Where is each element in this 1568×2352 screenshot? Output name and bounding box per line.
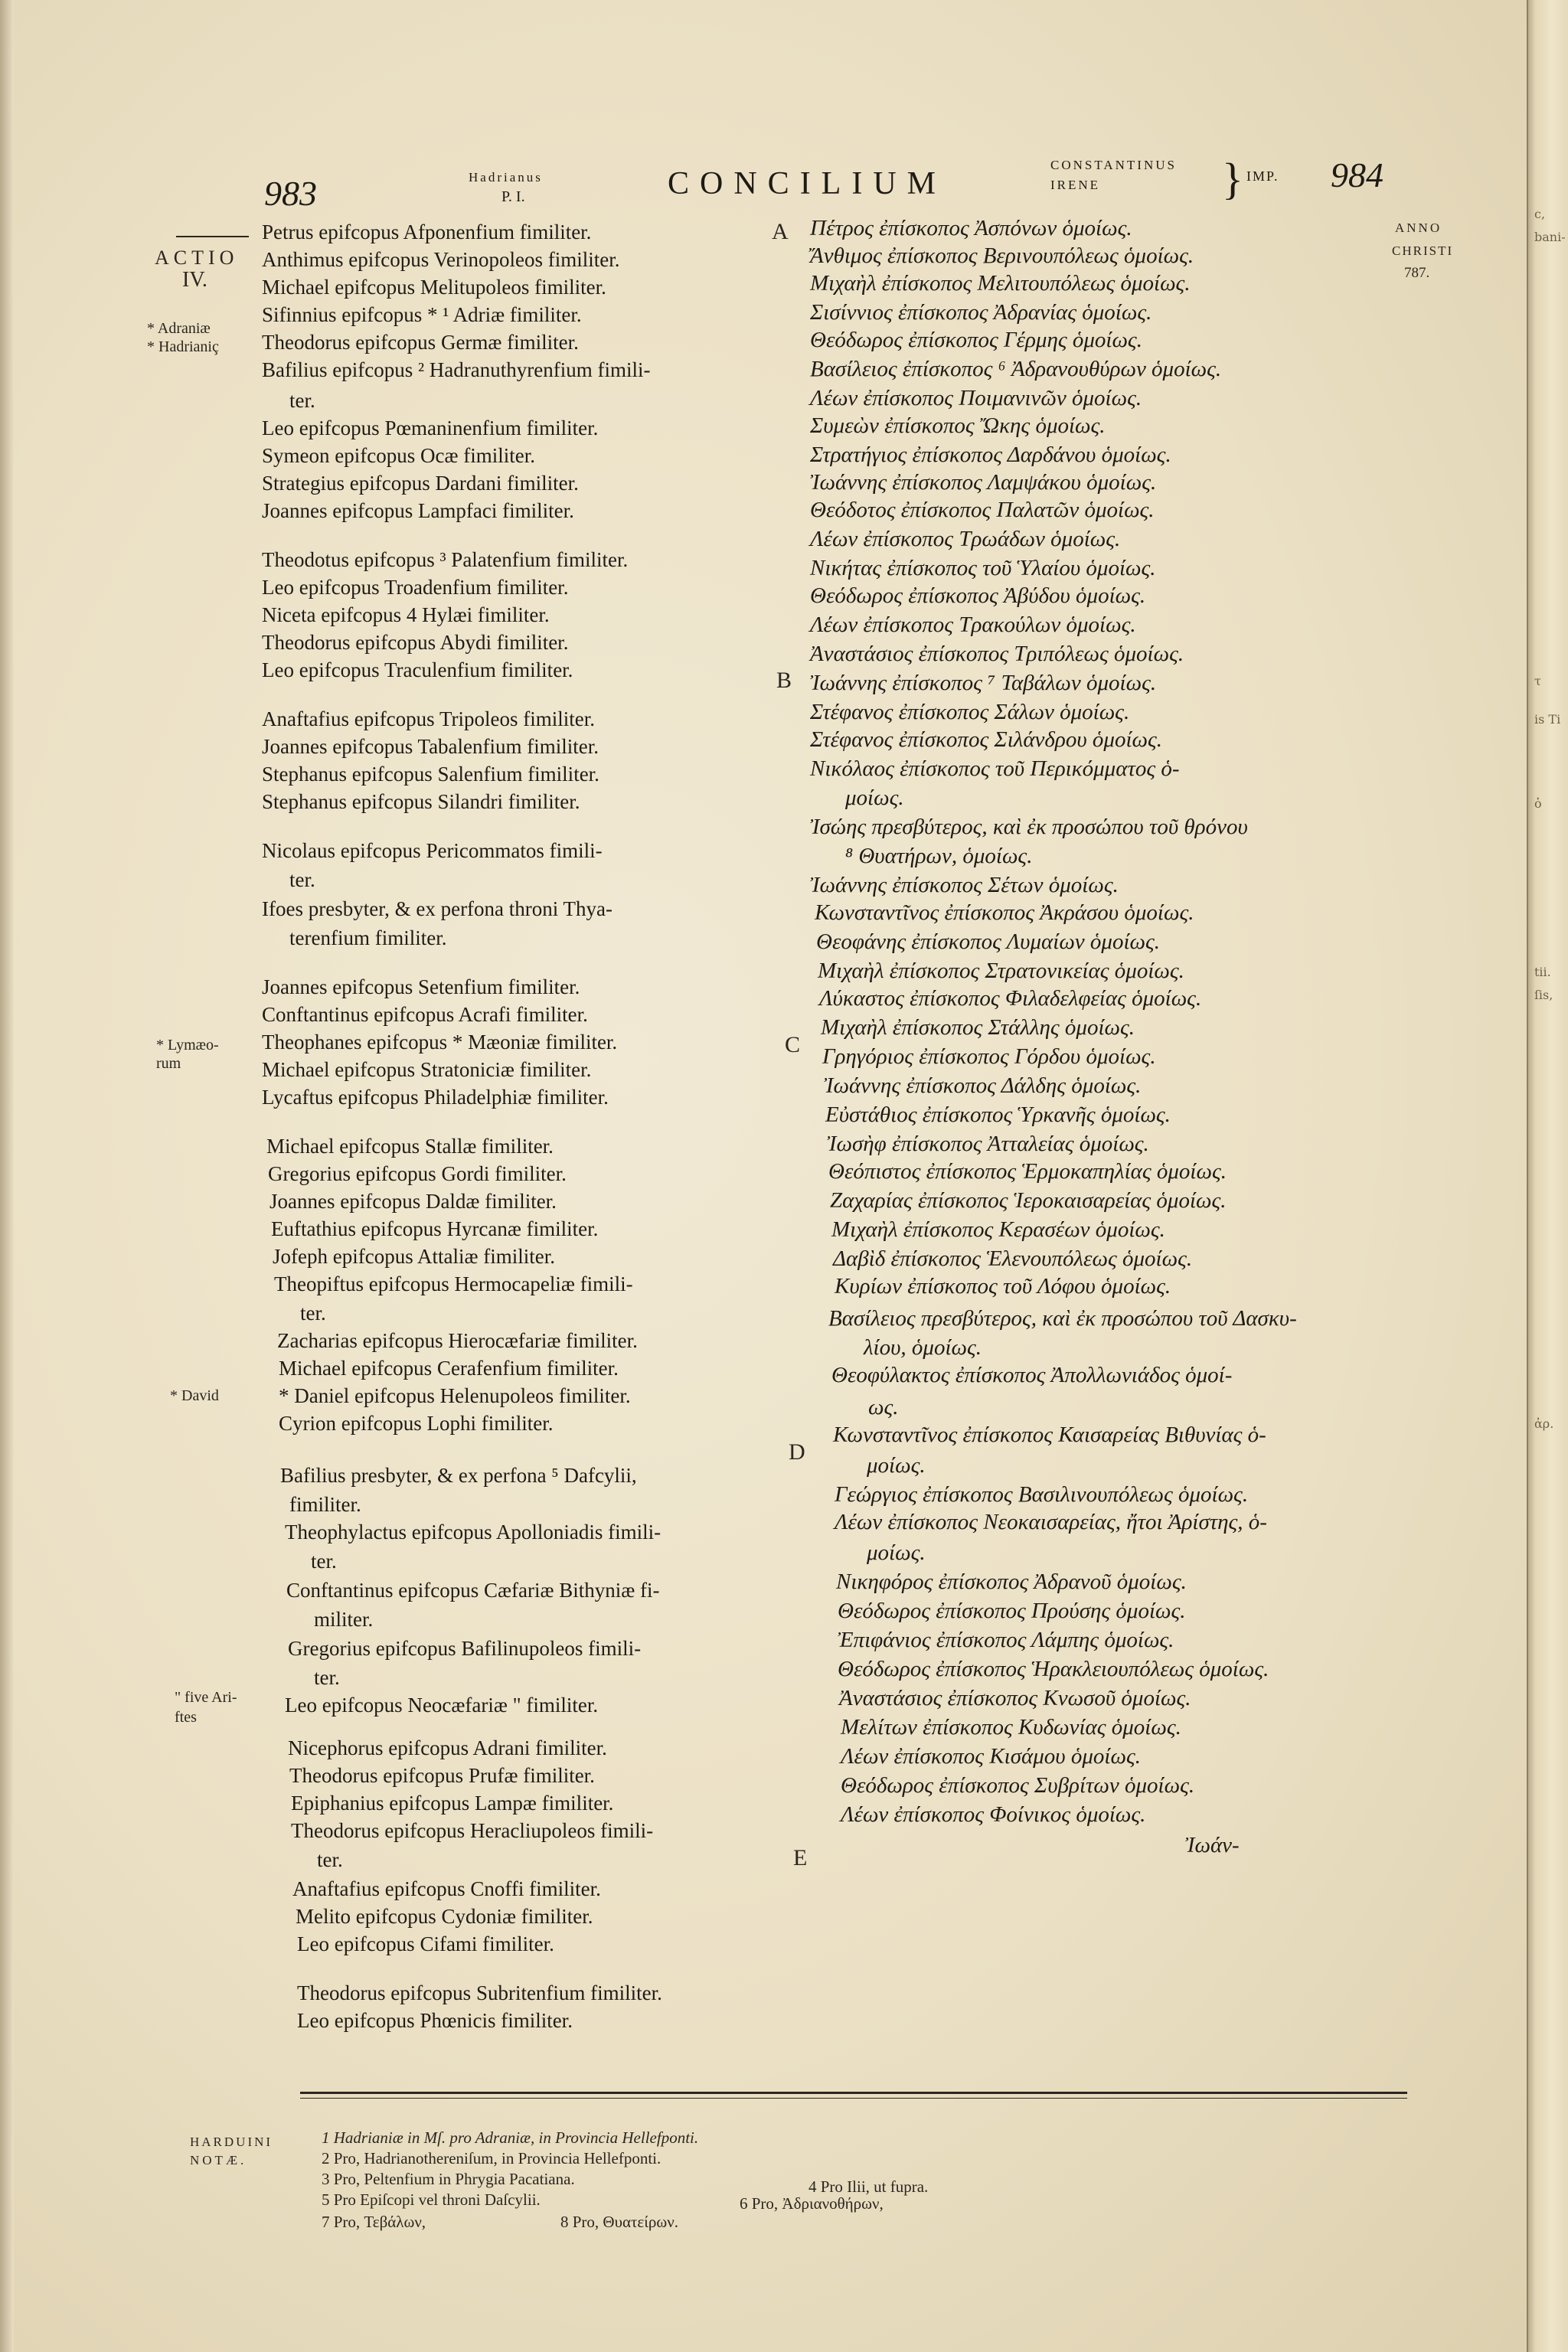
margin-christi: CHRISTI [1392, 243, 1454, 258]
latin-line: Bafilius epifcopus ² Hadranuthyrenfium fimili- [262, 358, 651, 381]
margin-note-stes: ftes [175, 1709, 197, 1726]
page-number-left: 983 [264, 174, 317, 213]
margin-note-adraniae: * Adraniæ [147, 320, 211, 337]
latin-line: Gregorius epifcopus Bafilinupoleos fimili- [288, 1637, 642, 1660]
latin-line: Leo epifcopus Pœmaninenfium fimiliter. [262, 416, 599, 439]
latin-line: Anthimus epifcopus Verinopoleos fimiliter. [262, 248, 620, 271]
bleed-text: τ [1534, 674, 1541, 688]
greek-line: Ἄνθιμος ἐπίσκοπος Βερινουπόλεως ὁμοίως. [810, 243, 1194, 268]
greek-line: Θεόδωρος ἐπίσκοπος Συβρίτων ὁμοίως. [841, 1773, 1195, 1798]
section-letter-d: D [789, 1439, 805, 1465]
footnote: 5 Pro Epiſcopi vel throni Daſcylii. [322, 2190, 541, 2209]
greek-line: Ἐπιφάνιος ἐπίσκοπος Λάμπης ὁμοίως. [838, 1628, 1174, 1652]
latin-line: Anaftafius epifcopus Cnoffi fimiliter. [292, 1877, 601, 1900]
greek-line: Γεώργιος ἐπίσκοπος Βασιλινουπόλεως ὁμοίως. [835, 1482, 1249, 1507]
latin-line: Joannes epifcopus Daldæ fimiliter. [270, 1190, 557, 1213]
latin-line: Euftathius epifcopus Hyrcanæ fimiliter. [271, 1217, 599, 1240]
latin-line: militer. [314, 1608, 374, 1631]
greek-line: λίου, ὁμοίως. [864, 1335, 982, 1360]
greek-line: Λύκαστος ἐπίσκοπος Φιλαδελφείας ὁμοίως. [819, 986, 1202, 1011]
latin-line: ter. [289, 389, 315, 412]
greek-line: Στέφανος ἐπίσκοπος Σιλάνδρου ὁμοίως. [810, 727, 1162, 752]
margin-actio: ACTIO [155, 247, 239, 269]
latin-line: Joannes epifcopus Lampfaci fimiliter. [262, 499, 574, 522]
greek-line: Νικόλαος ἐπίσκοπος τοῦ Περικόμματος ὁ- [810, 756, 1180, 781]
latin-line: Conftantinus epifcopus Cæfariæ Bithyniæ fi- [286, 1579, 660, 1602]
greek-line: Γρηγόριος ἐπίσκοπος Γόρδου ὁμοίως. [822, 1044, 1156, 1069]
greek-line: Σισίννιος ἐπίσκοπος Ἀδρανίας ὁμοίως. [810, 300, 1152, 325]
footnote: 6 Pro, Ἀδριανοθήρων, [740, 2194, 884, 2213]
greek-line: Ζαχαρίας ἐπίσκοπος Ἱεροκαισαρείας ὁμοίως. [830, 1188, 1227, 1213]
latin-line: fimiliter. [289, 1493, 361, 1516]
latin-line: Bafilius presbyter, & ex perfona ⁵ Dafcylii, [280, 1464, 637, 1487]
greek-line: Νικηφόρος ἐπίσκοπος Ἀδρανοῦ ὁμοίως. [836, 1570, 1187, 1594]
greek-line: Λέων ἐπίσκοπος Κισάμου ὁμοίως. [841, 1744, 1141, 1769]
latin-line: Theodotus epifcopus ³ Palatenfium fimiliter. [262, 548, 629, 571]
greek-line: μοίως. [845, 786, 904, 810]
greek-line: Θεόδοτος ἐπίσκοπος Παλατῶν ὁμοίως. [810, 498, 1155, 522]
notes-label-2: NOTÆ. [190, 2153, 247, 2167]
margin-note-david: * David [170, 1387, 219, 1404]
margin-rule [176, 236, 249, 237]
latin-line: Lycaftus epifcopus Philadelphiæ fimiliter. [262, 1086, 609, 1109]
footnote: 2 Pro, Hadrianothereniſum, in Provincia Hellefponti. [322, 2149, 662, 2167]
footnote: 1 Hadrianiæ in Mſ. pro Adraniæ, in Provincia Hellefponti. [322, 2128, 699, 2147]
header-irene: IRENE [1050, 178, 1101, 192]
page-number-right: 984 [1331, 155, 1383, 194]
greek-line: Θεοφάνης ἐπίσκοπος Λυμαίων ὁμοίως. [816, 929, 1161, 954]
latin-line: Leo epifcopus Phœnicis fimiliter. [297, 2009, 573, 2032]
next-page-edge [1527, 0, 1568, 2352]
latin-line: Theophylactus epifcopus Apolloniadis fimili- [285, 1521, 662, 1544]
latin-line: Michael epifcopus Stallæ fimiliter. [266, 1135, 554, 1158]
greek-line: Κωνσταντῖνος ἐπίσκοπος Ἀκράσου ὁμοίως. [815, 900, 1194, 925]
bleed-text: c, [1534, 207, 1546, 221]
greek-line: Μιχαὴλ ἐπίσκοπος Στρατονικείας ὁμοίως. [818, 959, 1184, 983]
footnote: 8 Pro, Θυατείρων. [560, 2213, 678, 2231]
latin-line: Nicolaus epifcopus Pericommatos fimili- [262, 839, 603, 862]
latin-line: Theophanes epifcopus * Mæoniæ fimiliter. [262, 1031, 618, 1054]
latin-line: Joannes epifcopus Setenfium fimiliter. [262, 975, 580, 998]
greek-line: Λέων ἐπίσκοπος Τρωάδων ὁμοίως. [810, 527, 1121, 551]
latin-line: Theodorus epifcopus Heracliupoleos fimili- [291, 1819, 654, 1842]
footnote: 7 Pro, Τεβάλων, [322, 2213, 426, 2231]
latin-line: Theodorus epifcopus Prufæ fimiliter. [289, 1764, 595, 1787]
latin-line: Stephanus epifcopus Salenfium fimiliter. [262, 763, 599, 786]
latin-line: Leo epifcopus Neocæfariæ " fimiliter. [285, 1694, 599, 1717]
greek-line: Εὐστάθιος ἐπίσκοπος Ὑρκανῆς ὁμοίως. [825, 1102, 1171, 1127]
latin-line: Theodorus epifcopus Germæ fimiliter. [262, 331, 579, 354]
footnote: 3 Pro, Peltenfium in Phrygia Pacatiana. [322, 2170, 575, 2188]
latin-line: Petrus epifcopus Afponenfium fimiliter. [262, 220, 592, 243]
greek-line: Ἀναστάσιος ἐπίσκοπος Τριπόλεως ὁμοίως. [810, 642, 1184, 666]
greek-line: Ἀναστάσιος ἐπίσκοπος Κνωσοῦ ὁμοίως. [839, 1686, 1191, 1710]
latin-line: Gregorius epifcopus Gordi fimiliter. [268, 1162, 567, 1185]
latin-line: Theodorus epifcopus Subritenfium fimiliter. [297, 1981, 662, 2004]
greek-line: Μιχαὴλ ἐπίσκοπος Κερασέων ὁμοίως. [831, 1217, 1165, 1242]
header-constantinus: CONSTANTINUS [1050, 158, 1177, 172]
latin-line: Michael epifcopus Cerafenfium fimiliter. [279, 1357, 619, 1380]
greek-line: ως. [868, 1395, 899, 1419]
bleed-text: bani- [1534, 230, 1566, 244]
greek-line: Λέων ἐπίσκοπος Νεοκαισαρείας, ἤτοι Ἀρίστης, ὁ- [835, 1510, 1267, 1534]
latin-line: ter. [311, 1550, 337, 1573]
greek-line: Συμεὼν ἐπίσκοπος Ὤκης ὁμοίως. [810, 413, 1106, 438]
section-letter-c: C [785, 1032, 801, 1057]
section-letter-b: B [776, 668, 792, 693]
greek-line: Κυρίων ἐπίσκοπος τοῦ Λόφου ὁμοίως. [835, 1274, 1171, 1298]
greek-line: Στρατήγιος ἐπίσκοπος Δαρδάνου ὁμοίως. [810, 443, 1171, 467]
greek-line: Δαβὶδ ἐπίσκοπος Ἑλενουπόλεως ὁμοίως. [833, 1246, 1193, 1271]
greek-line: Ἰωάννης ἐπίσκοπος Δάλδης ὁμοίως. [824, 1073, 1142, 1098]
latin-line: Leo epifcopus Traculenfium fimiliter. [262, 658, 573, 681]
latin-line: ter. [289, 868, 315, 891]
latin-line: Zacharias epifcopus Hierocæfariæ fimiliter. [277, 1329, 638, 1352]
section-letter-e: E [793, 1845, 808, 1870]
latin-line: Jofeph epifcopus Attaliæ fimiliter. [273, 1245, 555, 1268]
greek-line: Μιχαὴλ ἐπίσκοπος Μελιτουπόλεως ὁμοίως. [810, 271, 1191, 296]
footnote: 4 Pro Ilii, ut fupra. [808, 2177, 929, 2196]
bleed-text: tii. [1534, 965, 1551, 979]
greek-line: Βασίλειος πρεσβύτερος, καὶ ἐκ προσώπου τοῦ Δασκυ- [828, 1306, 1297, 1331]
greek-line: Πέτρος ἐπίσκοπος Ἀσπόνων ὁμοίως. [810, 216, 1132, 240]
latin-line: Epiphanius epifcopus Lampæ fimiliter. [291, 1792, 614, 1815]
latin-line: Michael epifcopus Melitupoleos fimiliter. [262, 276, 606, 299]
greek-line: Στέφανος ἐπίσκοπος Σάλων ὁμοίως. [810, 700, 1130, 724]
margin-note-rum: rum [156, 1055, 181, 1072]
latin-line: Stephanus epifcopus Silandri fimiliter. [262, 790, 580, 813]
latin-line: Melito epifcopus Cydoniæ fimiliter. [296, 1905, 593, 1928]
latin-line: ter. [317, 1848, 343, 1871]
greek-line: Νικήτας ἐπίσκοπος τοῦ Ὑλαίου ὁμοίως. [810, 556, 1156, 580]
margin-year: 787. [1404, 265, 1430, 281]
greek-line: Κωνσταντῖνος ἐπίσκοπος Καισαρείας Βιθυνίας ὁ- [833, 1423, 1266, 1447]
header-imp: IMP. [1246, 168, 1279, 184]
latin-line: * Daniel epifcopus Helenupoleos fimiliter. [279, 1384, 631, 1407]
bleed-text: is Ti [1534, 712, 1561, 727]
latin-line: Leo epifcopus Troadenfium fimiliter. [262, 576, 569, 599]
greek-line: Ἰωάννης ἐπίσκοπος Λαμψάκου ὁμοίως. [810, 470, 1157, 495]
greek-line: Θεοφύλακτος ἐπίσκοπος Ἀπολλωνιάδος ὁμοί- [831, 1363, 1233, 1387]
footnote-rule [300, 2092, 1407, 2094]
header-hadrianus: Hadrianus [469, 170, 543, 185]
greek-line: Ἰωάννης ἐπίσκοπος ⁷ Ταβάλων ὁμοίως. [810, 671, 1157, 695]
greek-line: Ἰωάννης ἐπίσκοπος Σέτων ὁμοίως. [810, 873, 1119, 897]
footnote-rule-thin [300, 2098, 1407, 2099]
greek-line: Βασίλειος ἐπίσκοπος ⁶ Ἀδρανουθύρων ὁμοίως. [810, 357, 1222, 381]
latin-line: Joannes epifcopus Tabalenfium fimiliter. [262, 735, 599, 758]
latin-line: Theopiftus epifcopus Hermocapeliæ fimili- [274, 1272, 633, 1295]
greek-line: Θεόδωρος ἐπίσκοπος Ἡρακλειουπόλεως ὁμοίως. [838, 1657, 1269, 1681]
greek-line: Μελίτων ἐπίσκοπος Κυδωνίας ὁμοίως. [841, 1715, 1181, 1740]
page-title: CONCILIUM [668, 166, 946, 201]
bleed-text: ὁ [1534, 796, 1542, 811]
greek-line: Θεόδωρος ἐπίσκοπος Γέρμης ὁμοίως. [810, 328, 1142, 352]
latin-line: Conftantinus epifcopus Acrafi fimiliter. [262, 1003, 588, 1026]
latin-line: Cyrion epifcopus Lophi fimiliter. [279, 1412, 554, 1435]
latin-line: Strategius epifcopus Dardani fimiliter. [262, 472, 579, 495]
greek-line: Θεόδωρος ἐπίσκοπος Προύσης ὁμοίως. [838, 1599, 1186, 1623]
margin-note-hadrianie: * Hadrianiç [147, 338, 219, 355]
latin-line: Ifoes presbyter, & ex perfona throni Thya- [262, 897, 613, 920]
greek-line: Θεόπιστος ἐπίσκοπος Ἑρμοκαπηλίας ὁμοίως. [828, 1159, 1227, 1184]
latin-line: ter. [314, 1666, 340, 1689]
greek-line: Ἰωσὴφ ἐπίσκοπος Ἀτταλείας ὁμοίως. [827, 1132, 1149, 1156]
latin-line: ter. [300, 1302, 326, 1325]
latin-line: Michael epifcopus Stratoniciæ fimiliter. [262, 1058, 592, 1081]
margin-note-lymaeo: * Lymæo- [156, 1037, 219, 1054]
latin-line: Anaftafius epifcopus Tripoleos fimiliter. [262, 707, 595, 730]
greek-line: Λέων ἐπίσκοπος Τρακούλων ὁμοίως. [810, 612, 1136, 637]
latin-line: Niceta epifcopus 4 Hylæi fimiliter. [262, 603, 550, 626]
page-gutter [0, 0, 14, 2352]
greek-line: Θεόδωρος ἐπίσκοπος Ἀβύδου ὁμοίως. [810, 583, 1146, 608]
greek-line: Λέων ἐπίσκοπος Φοίνικος ὁμοίως. [841, 1802, 1146, 1827]
margin-note-sive-ari: " five Ari- [175, 1689, 237, 1706]
bleed-text: ἀρ. [1534, 1416, 1554, 1431]
header-brace: } [1222, 154, 1243, 204]
header-hadrianus-sub: P. I. [501, 188, 525, 205]
notes-label: HARDUINI [190, 2135, 273, 2149]
latin-line: Symeon epifcopus Ocæ fimiliter. [262, 444, 535, 467]
greek-line: Ἰωάν- [1185, 1833, 1240, 1857]
greek-line: μοίως. [867, 1453, 926, 1478]
latin-line: Leo epifcopus Cifami fimiliter. [297, 1932, 554, 1955]
latin-line: Nicephorus epifcopus Adrani fimiliter. [288, 1736, 607, 1759]
section-letter-a: A [772, 219, 789, 244]
bleed-text: ſis, [1534, 988, 1553, 1002]
latin-line: terenfium fimiliter. [289, 926, 447, 949]
greek-line: μοίως. [867, 1540, 926, 1565]
margin-anno: ANNO [1395, 220, 1442, 235]
greek-line: ⁸ Θυατήρων, ὁμοίως. [845, 844, 1033, 868]
greek-line: Μιχαὴλ ἐπίσκοπος Στάλλης ὁμοίως. [821, 1015, 1135, 1040]
latin-line: Sifinnius epifcopus * ¹ Adriæ fimiliter. [262, 303, 582, 326]
latin-line: Theodorus epifcopus Abydi fimiliter. [262, 631, 569, 654]
greek-line: Λέων ἐπίσκοπος Ποιμανινῶν ὁμοίως. [810, 386, 1142, 410]
greek-line: Ἰσώης πρεσβύτερος, καὶ ἐκ προσώπου τοῦ θρόνου [810, 815, 1248, 839]
margin-actio-number: IV. [182, 268, 207, 292]
